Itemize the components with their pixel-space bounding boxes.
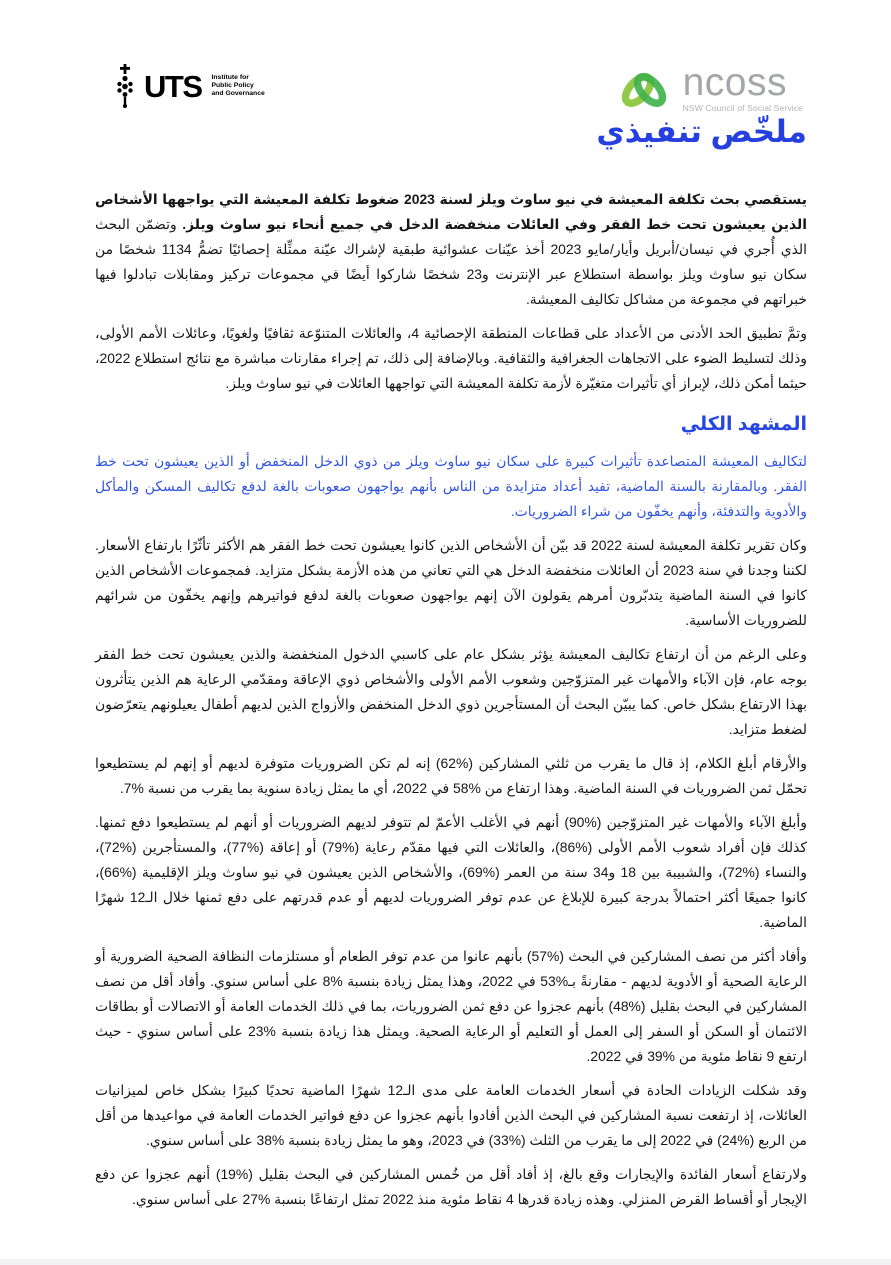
lede-paragraph: لتكاليف المعيشة المتصاعدة تأثيرات كبيرة على سكان نيو ساوث ويلز من ذوي الدخل المنخفض أو الذين يعيشون تحت خط الفقر. وبالمقارنة بالسنة الماضية، تفيد أعداد متزايدة من الناس بأنهم يواجهون صعوبات بالغة لدفع تكاليف المسكن والمأكل والأدوية والتدفئة، وأنهم يخفّون من شراء الضروريات. [95,452,807,519]
intro-rest: وتضمّن البحث الذي أُجري في نيسان/أبريل وأيار/مايو 2023 أخذ عيّنات عشوائية طبقية لإشراك عيّنة ممثِّلة إحصائيًا تضمُّ 1134 شخصًا من سكان نيو ساوث ويلز بواسطة استطلاع عبر الإنترنت و23 شخصًا شاركوا أيضًا في مجموعات تركيز ومقابلات تبادلوا فيها خبراتهم في مجموعة من مشاكل تكاليف المعيشة. [95,216,808,307]
body-paragraph-utilities: وقد شكلت الزيادات الحادة في أسعار الخدمات العامة على مدى الـ12 شهرًا الماضية تحديًا كبيرًا بشكل خاص لميزانيات العائلات، إذ ارتفعت نسبة المشاركين في البحث الذين أفادوا بأنهم عجزوا عن دفع فواتير الخدمات العامة في مواعيدها من أقل من الربع (%24) في 2022 إلى ما يقرب من الثلث (%33) في 2023، وهو ما يمثل زيادة بنسبة %38 على أساس سنوي. [95,1081,808,1148]
section-heading-overall-scene: المشهد الكلي [680,414,807,435]
ncoss-loops-icon [616,66,674,114]
page-title: ملخّص تنفيذي [596,114,807,149]
body-paragraph-57-48-percent: وأفاد أكثر من نصف المشاركين في البحث (%57) بأنهم عانوا من عدم توفر الطعام أو مستلزمات النظافة الصحية الضرورية أو الرعاية الصحية أو الأدوية لديهم - مقارنةً بـ%53 في 2022، وهذا يمثل زيادة بنسبة %8 على أساس سنوي. وأفاد أقل من نصف المشاركين في البحث بقليل (%48) بأنهم عجزوا عن دفع ثمن الضروريات، بما في ذلك الخدمات العامة أو الاتصالات أو بطاقات الائتمان أو السكن أو السفر إلى العمل أو التعليم أو الرعاية الصحية. ويمثل هذا زيادة بنسبة %23 على أساس سنوي - حيث ارتفع 9 نقاط مئوية من %39 في 2022. [95,947,808,1064]
body-paragraph-62-percent: والأرقام أبلغ الكلام، إذ قال ما يقرب من ثلثي المشاركين (%62) إنه لم تكن الضروريات متوفرة لديهم أو إنهم لم يستطيعوا تحمّل ثمن الضروريات في السنة الماضية. وهذا ارتفاع من %58 في 2022، أي ما يمثل زيادة سنوية بما يقرب من نسبة %7. [95,754,807,796]
uts-tagline-line2: Public Policy [211,81,254,89]
uts-tagline [212,74,265,99]
ncoss-wordmark: ncoss [682,61,787,104]
document-body [95,187,807,1221]
methodology-paragraph: وتمَّ تطبيق الحد الأدنى من الأعداد على قطاعات المنطقة الإحصائية 4، والعائلات المتنوّعة ثقافيًا ولغويًا، وعائلات الأمم الأولى، وذلك لتسليط الضوء على الاتجاهات الجغرافية والثقافية. وبالإضافة إلى ذلك، تم إجراء مقارنات مباشرة مع نتائج استطلاع 2022، حيثما أمكن ذلك، لإبراز أي تأثيرات متغيّرة لأزمة تكلفة المعيشة التي تواجهها العائلات في نيو ساوث ويلز. [95,325,807,391]
uts-tagline-line1: Institute for [211,73,249,81]
uts-crest-icon [113,64,137,108]
body-paragraph-2022-report: وكان تقرير تكلفة المعيشة لسنة 2022 قد بيّن أن الأشخاص الذين كانوا يعيشون تحت خط الفقر هم الأكثر تأثّرًا بارتفاع الأسعار. لكننا وجدنا في سنة 2023 أن العائلات منخفضة الدخل هي التي تعاني من هذه الأزمة بشكل متزايد. فمجموعات الأشخاص الذين كانوا في السنة الماضية يتدبّرون أمرهم يقولون الآن إنهم يواجهون صعوبات بالغة لدفع فواتيرهم وإنهم يخفّون من شرائهم للضروريات الأساسية. [95,536,807,628]
ncoss-text-block [682,61,803,113]
ncoss-tagline: NSW Council of Social Service [682,103,803,113]
uts-wordmark: UTS [144,68,202,104]
body-paragraph-group-percentages: وأبلغ الآباء والأمهات غير المتزوّجين (%90) أنهم في الأغلب الأعمّ لم تتوفر لديهم الضروريات أو أنهم لم يستطيعوا دفع ثمنها. كذلك فإن أفراد شعوب الأمم الأولى (%86)، والعائلات التي فيها مقدّم رعاية (%79) أو إعاقة (%77)، والمستأجرين (%72)، والنساء (%72)، والشبيبة بين 18 و34 سنة من العمر (%69)، والأشخاص الذين يعيشون في نيو ساوث ويلز الإقليمية (%66)، كانوا جميعًا أكثر احتمالاً بدرجة كبيرة للإبلاغ عن عدم توفر الضروريات لديهم أو عدم قدرتهم على دفع ثمنها خلال الـ12 شهرًا الماضية. [95,813,808,930]
uts-logo [113,64,265,108]
body-paragraph-affected-groups: وعلى الرغم من أن ارتفاع تكاليف المعيشة يؤثر بشكل عام على كاسبي الدخول المنخفضة والذين يعيشون تحت خط الفقر بوجه عام، فإن الآباء والأمهات غير المتزوّجين وشعوب الأمم الأولى والأشخاص ذوي الإعاقة ومقدّمي الرعاية هم الذين يتأثرون بهذا الارتفاع بشكل خاص. كما يبيّن البحث أن المستأجرين ذوي الدخل المنخفض والأزواج الذين لديهم أطفال يعيلونهم يتعرّضون لضغط متزايد. [95,645,807,737]
ncoss-logo [616,61,803,114]
page-bottom-edge [0,1259,891,1265]
body-paragraph-rent-interest: ولارتفاع أسعار الفائدة والإيجارات وقع بالغ، إذ أفاد أقل من خُمس المشاركين في البحث بقليل (%19) أنهم عجزوا عن دفع الإيجار أو أقساط القرض المنزلي. وهذه زيادة قدرها 4 نقاط مئوية منذ 2022 تمثل ارتفاعًا بنسبة %27 على أساس سنوي. [95,1165,807,1207]
intro-bold-lead: يستقصي بحث تكلفة المعيشة في نيو ساوث ويلز لسنة 2023 ضغوط تكلفة المعيشة التي يواجهها الأشخاص الذين يعيشون تحت خط الفقر وفي العائلات منخفضة الدخل في جميع أنحاء نيو ساوث ويلز. [95,191,807,232]
intro-paragraph [95,187,807,312]
uts-tagline-line3: and Governance [211,90,265,98]
